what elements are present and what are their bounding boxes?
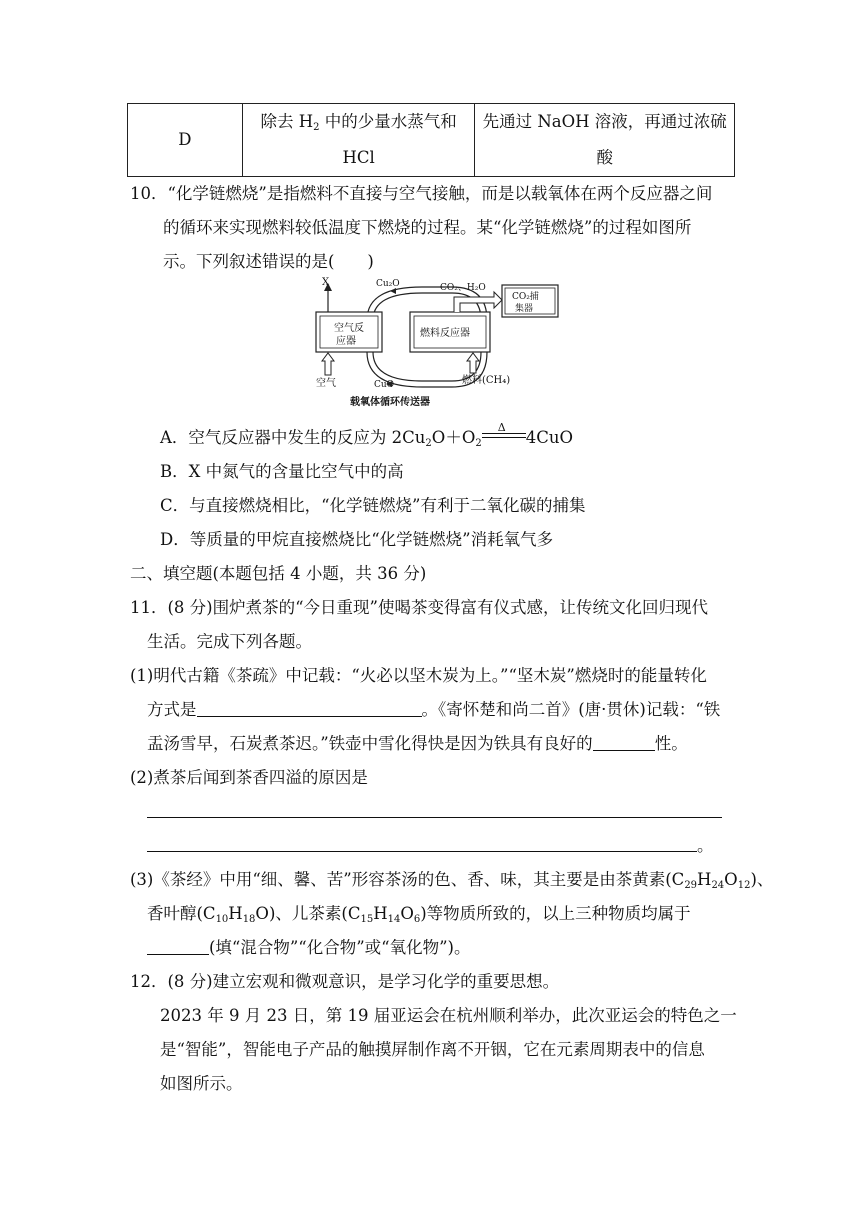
air-label: 空气 [316, 378, 336, 389]
q10-line2: 的循环来实现燃料较低温度下燃烧的过程。某“化学链燃烧”的过程如图所 [163, 218, 692, 237]
chemical-looping-diagram [312, 275, 562, 415]
q11-p1-line2: 方式是 。《寄怀楚和尚二首》(唐·贯休)记载：“铁 [147, 700, 721, 719]
q11-p1-line3: 盂汤雪早，石炭煮茶迟。”铁壶中雪化得快是因为铁具有良好的 性。 [147, 734, 688, 753]
co2-capture-label2: 集器 [515, 304, 534, 314]
method-line2: 酸 [596, 148, 613, 167]
q10-option-c: C．与直接燃烧相比，“化学链燃烧”有利于二氧化碳的捕集 [160, 496, 586, 515]
diagram-caption: 载氧体循环传送器 [350, 397, 430, 408]
co2-h2o-label: CO₂、H₂O [440, 283, 486, 293]
q10-option-d: D．等质量的甲烷直接燃烧比“化学链燃烧”消耗氧气多 [160, 530, 554, 549]
table-row [128, 104, 735, 177]
fuel-label: 燃料(CH₄) [462, 375, 511, 386]
q12-line1: 12．(8 分)建立宏观和微观意识，是学习化学的重要思想。 [130, 972, 560, 991]
co2-capture-label1: CO₂捕 [512, 292, 539, 302]
q12-line3: 是“智能”，智能电子产品的触摸屏制作离不开铟，它在元素周期表中的信息 [160, 1040, 705, 1059]
options-table [127, 103, 735, 177]
q10-option-a: A．空气反应器中发生的反应为 $2Cu_2O+O_2$ Δ 4CuO [160, 421, 574, 449]
x-label: X [322, 277, 330, 288]
purpose-line2: HCl [342, 148, 375, 167]
q11-p3-line3: (填“混合物”“化合物”或“氧化物”)。 [147, 937, 471, 959]
row-label: D [178, 130, 192, 149]
air-reactor-label1: 空气反 [334, 323, 364, 334]
q12-line2: 2023 年 9 月 23 日，第 19 届亚运会在杭州顺利举办，此次亚运会的特色之一 [160, 1006, 737, 1025]
answer-blank-classification[interactable] [147, 938, 209, 955]
answer-blank-property[interactable] [593, 734, 655, 751]
heat-equals-sign: Δ [482, 429, 526, 441]
air-inlet-arrow-icon [322, 353, 334, 375]
cu2o-label: Cu₂O [376, 279, 400, 289]
q11-p1-line1: (1)明代古籍《茶疏》中记载：“火必以坚木炭为上。”“坚木炭”燃烧时的能量转化 [130, 666, 707, 685]
purpose-line1: 除去 $H_2$ 中的少量水蒸气和 [260, 112, 457, 133]
answer-line-1[interactable] [147, 817, 722, 818]
q10-option-b: B．X 中氮气的含量比空气中的高 [160, 462, 404, 481]
fuel-reactor-label: 燃料反应器 [420, 328, 470, 339]
q10-line1: 10．“化学链燃烧”是指燃料不直接与空气接触，而是以载氧体在两个反应器之间 [130, 184, 713, 203]
method-cell [475, 104, 735, 177]
purpose-cell [242, 104, 475, 177]
cuo-label: CuO [374, 380, 395, 390]
q10-line3: 示。下列叙述错误的是( ) [163, 252, 374, 271]
q11-p3-line1: (3)《茶经》中用“细、馨、苦”形容茶汤的色、香、味，其主要是由茶黄素$(C_{29}H_{24}O_{12})$、 [130, 870, 774, 891]
q11-p3-line2: 香叶醇$(C_{10}H_{18}O)$、儿茶素$(C_{15}H_{14}O_6)$等物质所致的，以上三种物质均属于 [147, 904, 691, 925]
air-reactor-label2: 应器 [336, 336, 356, 347]
q11-line1: 11．(8 分)围炉煮茶的“今日重现”使喝茶变得富有仪式感，让传统文化回归现代 [130, 598, 708, 617]
q11-p2-end: 。 [697, 836, 714, 855]
q12-line4: 如图所示。 [160, 1074, 243, 1093]
section-2-heading: 二、填空题(本题包括 4 小题，共 36 分) [130, 564, 427, 583]
method-line1: 先通过 NaOH 溶液，再通过浓硫 [482, 112, 727, 131]
q11-line2: 生活。完成下列各题。 [147, 632, 312, 651]
answer-line-2[interactable] [147, 851, 697, 852]
q11-p2-line1: (2)煮茶后闻到茶香四溢的原因是 [130, 768, 368, 787]
row-label-cell [128, 104, 243, 177]
answer-blank-energy[interactable] [197, 700, 422, 717]
